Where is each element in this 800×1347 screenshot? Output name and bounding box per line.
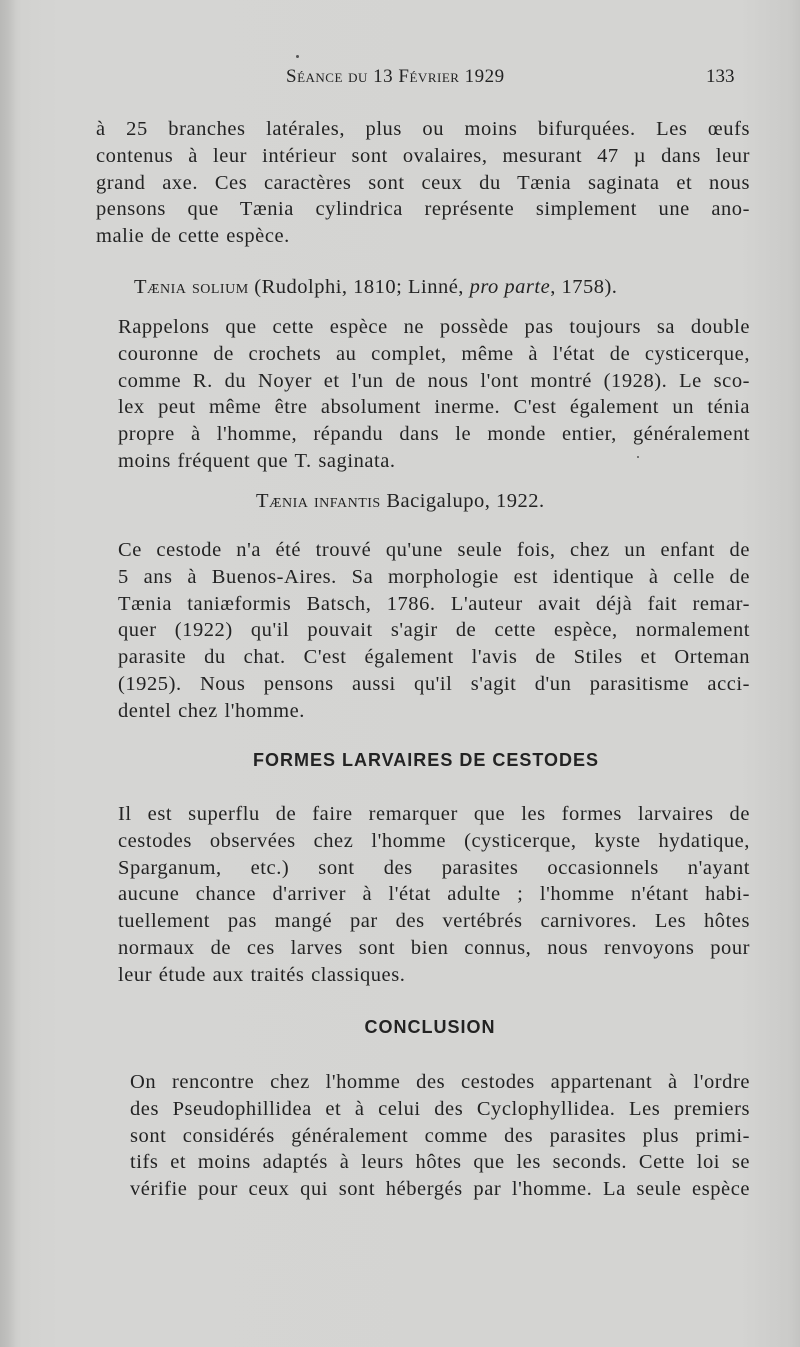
species-authority-date: , 1758).: [550, 276, 618, 298]
paragraph-tenia-cylindrica: [96, 116, 750, 250]
section-title-conclusion: CONCLUSION: [364, 1017, 496, 1037]
species-authority-italic: pro parte: [469, 276, 551, 298]
text-line: pensons que Tænia cylindrica représente simplement une ano-: [96, 198, 750, 221]
paragraph-tenia-solium: [96, 314, 750, 475]
text-line: aucune chance d'arriver à l'état adulte ; l'homme n'étant habi-: [118, 883, 750, 906]
paragraph-conclusion: [96, 1069, 750, 1203]
text-line: propre à l'homme, répandu dans le monde entier, généralement: [118, 423, 750, 446]
paper-speck: [637, 456, 639, 458]
page-fold-shadow: [0, 0, 16, 1347]
text-line: couronne de crochets au complet, même à l'état de cysticerque,: [118, 342, 750, 365]
text-line: dentel chez l'homme.: [118, 699, 305, 722]
page-header: [0, 66, 800, 96]
text-line: grand axe. Ces caractères sont ceux du Tænia saginata et nous: [96, 171, 750, 194]
text-line: des Pseudophillidea et à celui des Cyclophyllidea. Les premiers: [130, 1097, 750, 1120]
species-authority: (Rudolphi, 1810; Linné,: [248, 276, 470, 298]
text-line: quer (1922) qu'il pouvait s'agir de cette espèce, normalement: [118, 619, 750, 642]
text-line: comme R. du Noyer et l'un de nous l'ont montré (1928). Le sco-: [118, 369, 750, 392]
text-line: cestodes observées chez l'homme (cysticerque, kyste hydatique,: [118, 829, 750, 852]
text-line: leur étude aux traités classiques.: [118, 963, 406, 986]
species-heading-tenia-solium: [134, 274, 617, 301]
text-line: moins fréquent que T. saginata.: [118, 449, 396, 472]
text-line: tifs et moins adaptés à leurs hôtes que les seconds. Cette loi se: [130, 1151, 750, 1174]
running-head: Séance du 13 Février 1929: [286, 66, 505, 87]
species-name: Tænia solium: [134, 276, 249, 298]
species-heading-tenia-infantis: [256, 488, 545, 515]
text-line: lex peut même être absolument inerme. C'est également un ténia: [118, 396, 750, 419]
text-line: normaux de ces larves sont bien connus, nous renvoyons pour: [118, 936, 750, 959]
paragraph-formes-larvaires: [96, 801, 750, 989]
text-line: tuellement pas mangé par des vertébrés carnivores. Les hôtes: [118, 910, 750, 933]
text-line: parasite du chat. C'est également l'avis de Stiles et Orteman: [118, 646, 750, 669]
text-line: vérifie pour ceux qui sont hébergés par l'homme. La seule espèce: [130, 1178, 750, 1201]
paragraph-tenia-infantis: [96, 537, 750, 725]
text-line: malie de cette espèce.: [96, 225, 290, 248]
text-line: Sparganum, etc.) sont des parasites occasionnels n'ayant: [118, 856, 750, 879]
text-line: (1925). Nous pensons aussi qu'il s'agit d'un parasitisme acci-: [118, 672, 750, 695]
text-line: On rencontre chez l'homme des cestodes appartenant à l'ordre: [130, 1071, 750, 1093]
text-line: sont considérés généralement comme des parasites plus primi-: [130, 1124, 750, 1147]
species-authority: Bacigalupo, 1922.: [380, 490, 545, 512]
text-line: contenus à leur intérieur sont ovalaires, mesurant 47 µ dans leur: [96, 144, 750, 167]
text-line: Rappelons que cette espèce ne possède pas toujours sa double: [118, 316, 750, 338]
text-line: Il est superflu de faire remarquer que les formes larvaires de: [118, 803, 750, 825]
text-line: Ce cestode n'a été trouvé qu'une seule fois, chez un enfant de: [118, 539, 750, 561]
page-number: 133: [706, 66, 735, 87]
species-name: Tænia infantis: [256, 490, 381, 512]
paper-speck: [296, 55, 299, 58]
text-line: 5 ans à Buenos-Aires. Sa morphologie est identique à celle de: [118, 565, 750, 588]
text-line: à 25 branches latérales, plus ou moins bifurquées. Les œufs: [96, 118, 750, 140]
text-line: Tænia taniæformis Batsch, 1786. L'auteur avait déjà fait remar-: [118, 592, 750, 615]
section-title-formes-larvaires: FORMES LARVAIRES DE CESTODES: [252, 750, 600, 770]
